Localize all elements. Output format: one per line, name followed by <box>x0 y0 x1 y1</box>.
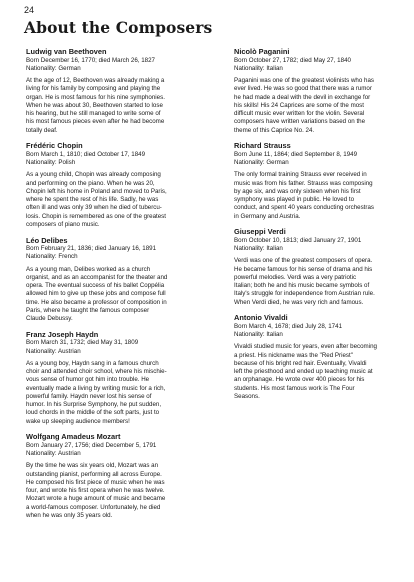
composer-nationality: Nationality: German <box>234 159 289 166</box>
composer-bio <box>26 266 201 324</box>
page-title: About the Composers <box>24 18 213 37</box>
bio-line: wake up sleeping audience members! <box>26 417 130 425</box>
bio-line: music was from his father. Strauss was composing <box>234 179 373 187</box>
composer-nationality: Nationality: Polish <box>26 159 76 166</box>
composer-nationality: Nationality: French <box>26 253 78 261</box>
bio-line: organist, and as an accompanist for the theater and <box>26 273 168 281</box>
bio-line: often ill and was only 39 when he died of tubercu- <box>26 204 162 212</box>
bio-line: Paris, where he taught the famous composer <box>26 306 150 314</box>
bio-line: Mozart wrote a huge amount of music and became <box>26 495 166 503</box>
composer-bio <box>234 343 409 401</box>
composer-dates: Born December 16, 1770; died March 26, 1827 <box>26 56 155 64</box>
composer-nationality: Nationality: Italian <box>234 245 283 252</box>
bio-line: organ. He is most famous for his nine symphonies. <box>26 93 165 101</box>
composer-name: Wolfgang Amadeus Mozart <box>26 432 121 442</box>
bio-line: because of his bright red hair. Eventually, Vivaldi <box>234 359 367 367</box>
bio-line: When he was about 30, Beethoven started to lose <box>26 101 163 109</box>
composer-entry <box>234 313 409 401</box>
composer-dates: Born March 1, 1810; died October 17, 1849 <box>26 150 146 158</box>
bio-line: living for his family by composing and playing the <box>26 85 161 93</box>
composer-nationality: Nationality: German <box>26 64 81 72</box>
composer-dates: Born January 27, 1756; died December 5, 1791 <box>26 441 157 449</box>
bio-line: Italian; both he and his music became symbols of <box>234 282 370 289</box>
bio-line: his hearing, but he still managed to write some of <box>26 110 161 117</box>
page-number: 24 <box>24 5 35 15</box>
bio-line: Vivaldi studied music for years, even after becoming <box>234 343 377 351</box>
composer-nationality: Nationality: Italian <box>234 331 283 338</box>
left-column <box>26 47 201 527</box>
composer-entry <box>234 227 409 307</box>
bio-line: allowed him to give up these jobs and compose full <box>26 290 166 298</box>
bio-line: At the age of 12, Beethoven was already making a <box>26 77 165 84</box>
bio-line: time. He also became a professor of composition in <box>26 298 167 306</box>
composer-bio <box>26 462 201 520</box>
composer-bio <box>26 360 201 426</box>
bio-line: eventually made a living by writing music for a rich, <box>26 384 166 392</box>
composer-dates: Born October 10, 1813; died January 27, 1901 <box>234 236 362 244</box>
bio-line: in Germany and Austria. <box>234 212 301 220</box>
bio-line: difficult music ever written for the violin. Several <box>234 110 365 117</box>
composer-dates: Born March 31, 1732; died May 31, 1809 <box>26 339 139 347</box>
composer-name: Giuseppi Verdi <box>234 227 286 237</box>
composer-name: Franz Joseph Haydn <box>26 329 99 339</box>
composer-name: Léo Delibes <box>26 235 68 245</box>
composer-name: Frédéric Chopin <box>26 141 83 151</box>
composer-dates: Born October 27, 1782; died May 27, 1840 <box>234 56 351 64</box>
composer-bio <box>26 77 201 135</box>
bio-line: composers of piano music. <box>26 220 100 228</box>
composer-entry <box>26 236 201 324</box>
bio-line: Italy's struggle for independence from Austrian rule. <box>234 290 375 298</box>
composer-bio <box>234 171 409 221</box>
bio-line: his skills! His 24 Caprices are some of the most <box>234 101 364 109</box>
composer-bio <box>234 77 409 135</box>
bio-line: an orphanage. He wrote over 400 pieces for his <box>234 376 365 384</box>
composer-entry <box>234 47 409 135</box>
bio-line: powerful melodies. Verdi was a very patriotic <box>234 273 357 281</box>
bio-line: Claude Debussy. <box>26 315 73 322</box>
composer-name: Ludwig van Beethoven <box>26 47 107 56</box>
composer-nationality: Nationality: Austrian <box>26 450 81 457</box>
bio-line: left the priesthood and ended up teaching music at <box>234 368 373 375</box>
bio-line: He composed his first piece of music when he was <box>26 478 165 486</box>
bio-line: As a young boy, Haydn sang in a famous church <box>26 359 159 367</box>
composer-dates: Born February 21, 1836; died January 16, 1891 <box>26 245 157 252</box>
bio-line: losis. Chopin is remembered as one of the greatest <box>26 212 166 220</box>
bio-line: powerful family. Haydn never lost his sense of <box>26 392 152 400</box>
composer-entry <box>26 141 201 229</box>
bio-line: opera. The eventual success of his ballet Coppélia <box>26 282 165 289</box>
bio-line: he had made a deal with the devil in exchange for <box>234 93 371 101</box>
bio-line: composers have written variations based on the <box>234 118 366 126</box>
composer-bio <box>234 257 409 307</box>
bio-line: Seasons. <box>234 392 260 400</box>
bio-line: four, and wrote his first opera when he was twelve. <box>26 487 165 494</box>
bio-line: Verdi was one of the greatest composers of opera. <box>234 257 373 265</box>
composer-name: Antonio Vivaldi <box>234 313 288 323</box>
bio-line: When Verdi died, he was very rich and famous. <box>234 298 364 306</box>
bio-line: As a young child, Chopin was already composing <box>26 171 161 179</box>
bio-line: vous sense of humor got him into trouble. He <box>26 376 150 384</box>
bio-line: theme of this Caprice No. 24. <box>234 126 315 134</box>
bio-line: conduct, and spent 40 years conducting orchestras <box>234 204 374 212</box>
composer-dates: Born March 4, 1678; died July 28, 1741 <box>234 322 343 330</box>
composer-nationality: Nationality: Austrian <box>26 347 81 355</box>
bio-line: his most famous pieces even after he had become <box>26 118 165 126</box>
bio-line: Chopin left his home in Poland and moved to Paris, <box>26 187 167 195</box>
bio-line: choir and attended choir school, where his mischie- <box>26 368 167 375</box>
composer-dates: Born June 11, 1864; died September 8, 1949 <box>234 150 358 158</box>
bio-line: symphony was played in public. He loved to <box>234 196 355 203</box>
bio-line: and performing on the piano. When he was 20, <box>26 179 155 187</box>
bio-line: students. His most famous work is The Four <box>234 384 355 392</box>
bio-line: By the time he was six years old, Mozart was an <box>26 462 159 470</box>
bio-line: where he spent the rest of his life. Sadly, he was <box>26 196 159 203</box>
bio-line: Paganini was one of the greatest violinists who has <box>234 77 374 84</box>
bio-line: As a young man, Delibes worked as a church <box>26 265 151 273</box>
bio-line: outstanding pianist, performing all across Europe. <box>26 470 162 478</box>
composer-entry <box>26 432 201 520</box>
bio-line: loud chords in the middle of the soft parts, just to <box>26 409 160 417</box>
bio-line: He became famous for his sense of drama and his <box>234 265 373 273</box>
right-column <box>234 47 409 408</box>
bio-line: by age six, and was only sixteen when his first <box>234 187 361 195</box>
composer-bio <box>26 171 201 229</box>
bio-line: totally deaf. <box>26 126 58 134</box>
composer-entry <box>234 141 409 221</box>
bio-line: a world-famous composer. Unfortunately, he died <box>26 503 161 511</box>
bio-line: The only formal training Strauss ever received in <box>234 171 367 179</box>
bio-line: a priest. His nickname was the "Red Priest" <box>234 351 353 359</box>
composer-entry <box>26 330 201 426</box>
composer-nationality: Nationality: Italian <box>234 64 283 72</box>
composer-name: Nicolò Paganini <box>234 47 290 56</box>
composer-name: Richard Strauss <box>234 141 291 151</box>
bio-line: ever lived. He was so good that there was a rumor <box>234 85 372 93</box>
bio-line: humor. In his Surprise Symphony, he put sudden, <box>26 401 162 408</box>
composer-entry <box>26 47 201 135</box>
bio-line: when he was only 35 years old. <box>26 511 113 519</box>
